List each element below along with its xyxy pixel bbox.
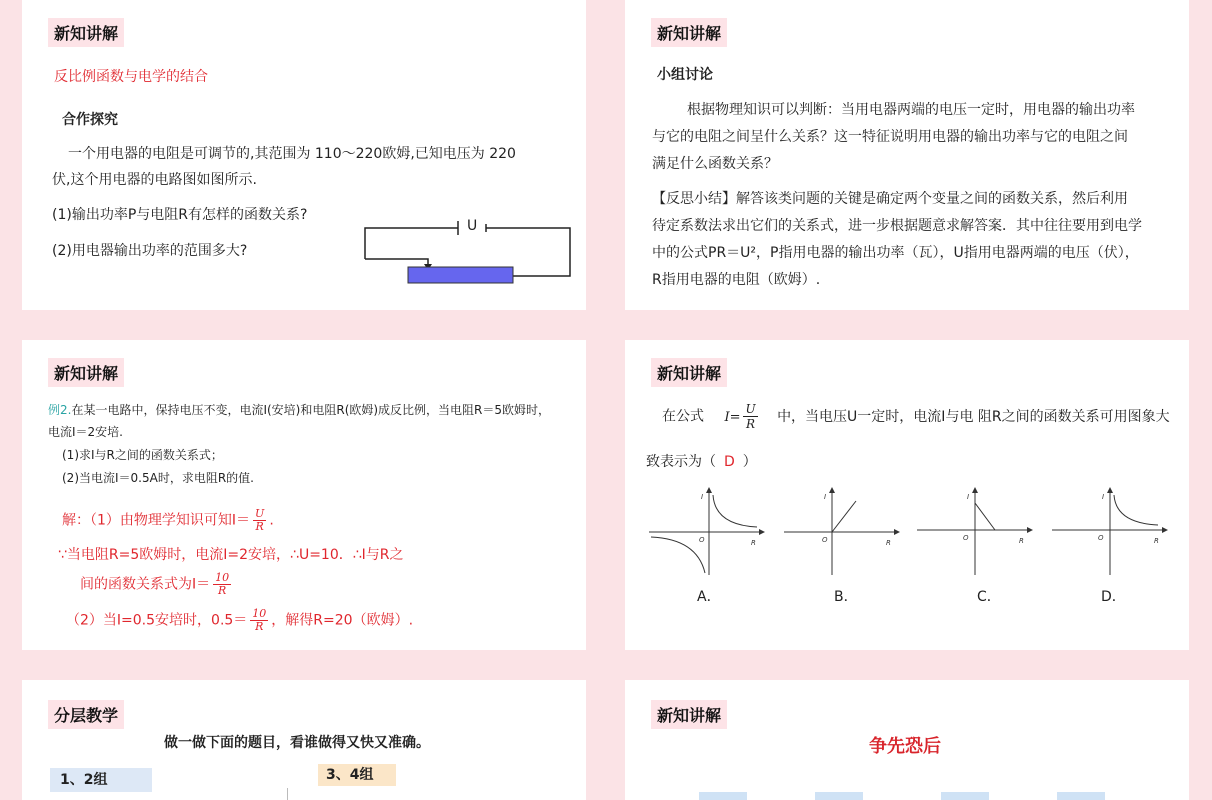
- question-text: 在公式: [662, 408, 704, 425]
- slide-4: [625, 340, 1189, 650]
- question-2: (2)用电器输出功率的范围多大?: [52, 243, 248, 259]
- example-line: [48, 399, 550, 421]
- denominator: R: [746, 417, 756, 431]
- group-label-2: 3、4组: [318, 764, 396, 786]
- summary-line: 【反思小结】解答该类问题的关键是确定两个变量之间的函数关系，然后利用: [652, 191, 1128, 207]
- solution-line: [66, 608, 413, 633]
- solution-text: 间的函数关系式为I＝: [80, 576, 211, 593]
- discussion-line: 满足什么函数关系？: [652, 156, 778, 172]
- slide-5: [22, 680, 586, 800]
- slide-6: [625, 680, 1189, 800]
- group-card: [1057, 792, 1105, 800]
- solution-text: 解：（1）由物理学知识可知I＝: [62, 512, 251, 529]
- origin-label: O: [1098, 534, 1104, 542]
- graph-d: [1050, 487, 1170, 577]
- discussion-line: 根据物理知识可以判断：当用电器两端的电压一定时，用电器的输出功率: [687, 102, 1135, 118]
- fraction: [213, 572, 231, 597]
- summary-line: R指用电器的电阻（欧姆）.: [652, 272, 821, 288]
- numerator: U: [255, 507, 265, 520]
- problem-text-line: 一个用电器的电阻是可调节的,其范围为 110～220欧姆,已知电压为 220: [68, 146, 516, 162]
- choice-b: B．: [834, 589, 858, 605]
- slide-2: [625, 0, 1189, 310]
- fraction: [253, 508, 266, 533]
- origin-label: O: [963, 534, 969, 542]
- numerator: 10: [252, 607, 267, 620]
- slide-tag: 新知讲解: [48, 358, 124, 387]
- section-heading: 合作探究: [62, 112, 118, 128]
- fraction: [250, 608, 268, 633]
- instruction: 做一做下面的题目，看谁做得又快又准确。: [164, 735, 430, 751]
- question-text: 致表示为（: [646, 454, 716, 470]
- example-text: 在某一电路中，保持电压不变，电流I(安培)和电阻R(欧姆)成反比例，当电阻R＝5欧姆时，: [71, 403, 551, 417]
- solution-line: [80, 572, 234, 597]
- solution-line: [62, 508, 274, 533]
- slide-tag: 新知讲解: [651, 358, 727, 387]
- group-card: [815, 792, 863, 800]
- axis-label-y: I: [824, 493, 827, 501]
- group-label-1: 1、2组: [50, 768, 152, 792]
- problem-text-line: 伏,这个用电器的电路图如图所示.: [52, 172, 257, 188]
- section-heading: 小组讨论: [657, 67, 713, 83]
- example-question: (1)求I与R之间的函数关系式；: [62, 448, 223, 462]
- group-card: [699, 792, 747, 800]
- solution-text: ，解得R=20（欧姆）.: [271, 612, 414, 629]
- formula-lhs: I=: [724, 409, 741, 425]
- discussion-line: 与它的电阻之间呈什么关系？这一特征说明用电器的输出功率与它的电阻之间: [652, 129, 1128, 145]
- slide-1: [22, 0, 586, 310]
- graph-b: [782, 487, 902, 577]
- example-question: (2)当电流I＝0.5A时，求电阻R的值.: [62, 471, 254, 485]
- question-text: ）: [742, 454, 757, 470]
- axis-label-y: I: [701, 493, 704, 501]
- slide-tag: 新知讲解: [651, 700, 727, 729]
- answer: D: [724, 454, 735, 470]
- example-line: 电流I＝2安培.: [48, 425, 123, 439]
- denominator: R: [255, 620, 264, 633]
- slide-tag: 新知讲解: [48, 18, 124, 47]
- choice-a: A．: [697, 589, 721, 605]
- slide-tag: 分层教学: [48, 700, 124, 729]
- graph-c: [915, 487, 1035, 577]
- axis-label-x: R: [1154, 537, 1159, 545]
- axis-label-y: I: [967, 493, 970, 501]
- origin-label: O: [822, 536, 828, 544]
- denominator: R: [217, 584, 227, 597]
- summary-line: 待定系数法求出它们的关系式，进一步根据题意求解答案．其中往往要用到电学: [652, 218, 1142, 234]
- axis-label-x: R: [886, 539, 891, 547]
- question-1: (1)输出功率P与电阻R有怎样的函数关系?: [52, 207, 308, 223]
- fraction: [743, 402, 757, 431]
- solution-text: .: [269, 512, 274, 529]
- origin-label: O: [699, 536, 705, 544]
- slide-3: [22, 340, 586, 650]
- slide-tag: 新知讲解: [651, 18, 727, 47]
- example-label: 例2.: [48, 403, 72, 417]
- summary-line: 中的公式PR＝U²，P指用电器的输出功率（瓦），U指用电器两端的电压（伏），: [652, 245, 1139, 261]
- slide-subtitle: 反比例函数与电学的结合: [54, 69, 208, 85]
- denominator: R: [255, 520, 264, 533]
- solution-line: ∵当电阻R=5欧姆时，电流I=2安培，∴U=10．∴I与R之: [58, 547, 404, 563]
- choice-d: D．: [1101, 589, 1126, 605]
- column-divider: [287, 788, 288, 800]
- axis-label-y: I: [1102, 493, 1105, 501]
- question-line: [662, 402, 1170, 431]
- choice-c: C．: [977, 589, 1001, 605]
- slide-title: 争先恐后: [869, 736, 941, 757]
- group-card: [941, 792, 989, 800]
- axis-label-x: R: [1019, 537, 1024, 545]
- question-line: [646, 451, 757, 471]
- numerator: 10: [215, 571, 230, 584]
- solution-text: （2）当I=0.5安培时，0.5＝: [66, 612, 248, 629]
- question-text: 中，当电压U一定时，电流I与电 阻R之间的函数关系可用图象大: [777, 408, 1170, 425]
- axis-label-x: R: [751, 539, 756, 547]
- graph-a: [647, 487, 767, 577]
- numerator: U: [745, 402, 756, 416]
- circuit-label-u: U: [467, 218, 478, 234]
